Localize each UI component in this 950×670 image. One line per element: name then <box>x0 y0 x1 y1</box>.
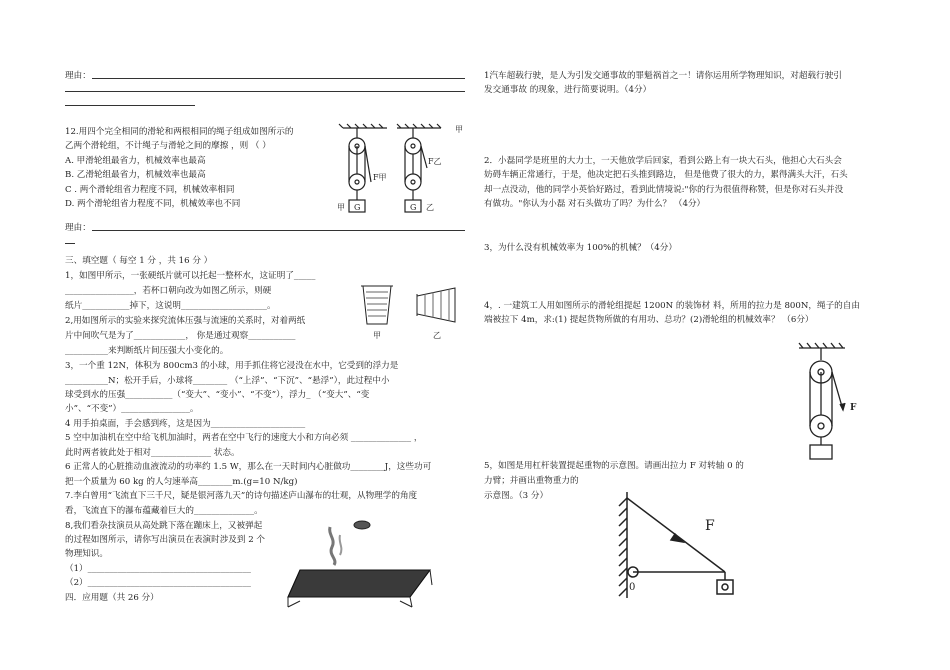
fill-2-line-1: 2,用如图所示的实验来探究流体压强与流速的关系时，对着两纸 <box>65 316 306 326</box>
fill-5-line-2: 此时两者彼此处于相对______________ 状态。 <box>65 448 240 458</box>
reason-label-2: 理由： <box>65 223 91 233</box>
q12-option-d: D. 两个滑轮组省力程度不同，机械效率也不同 <box>65 199 241 209</box>
answer-line[interactable] <box>65 91 465 92</box>
fill-6-line-2: 把一个质量为 60 kg 的人匀速举高________m.(g=10 N/kg) <box>65 477 298 487</box>
fill-3-line-3: 球受到水的压强___________（“变大”、“变小”、“不变”），浮力_ （“变大”、“变 <box>65 390 370 400</box>
fig-f1-label: F甲 <box>373 173 387 182</box>
fill-6-line-1: 6 正常人的心脏推动血液流动的功率约 1.5 W，那么在一天时间内心脏做功________J，这些功可 <box>65 462 432 472</box>
fig-yi-label: 乙 <box>426 203 434 212</box>
fill-8-line-1: 8,我们看杂技演员从高处跳下落在蹦床上，又被弹起 <box>65 521 263 531</box>
pulley-f-label: F <box>850 403 857 413</box>
trampoline-figure <box>280 515 455 615</box>
pulley-systems-figure <box>335 122 470 222</box>
fill-2-line-2: 片中间吹气是为了____________， 你是通过观察___________ <box>65 331 296 341</box>
section-4-title: 四．应用题（共 26 分） <box>65 593 159 603</box>
app-4-line-2: 端被拉下 4m，求:(1) 提起货物所做的有用功、总功？(2)滑轮组的机械效率？ （6分） <box>484 315 814 325</box>
fill-7-line-1: 7.李白曾用“飞流直下三千尺，疑是银河落九天”的诗句描述庐山瀑布的壮观，从物理学的角度 <box>65 491 418 501</box>
app-2-line-3: 却一点没动，他的同学小英恰好路过，看到此情境说:"你的行为很值得称赞，但是你对石头并没 <box>484 185 844 195</box>
fill-3-line-1: 3，一个重 12N，体积为 800cm3 的小球，用手抓住将它浸没在水中，它受到的浮力是 <box>65 361 399 371</box>
cup-jia-label: 甲 <box>373 331 381 340</box>
answer-line[interactable] <box>65 105 195 106</box>
fig-jia-right-label: 甲 <box>455 125 463 134</box>
section-3-title: 三、填空题（ 每空 1 分 ，共 16 分 ） <box>65 256 213 266</box>
fig-g-label: G <box>354 203 361 212</box>
fig-f2-label: F乙 <box>428 157 442 166</box>
fill-2-line-3: __________来判断纸片间压强大小变化的。 <box>65 346 229 356</box>
app-1-line-2: 发交通事故 的现象，进行简要说明。（4分） <box>484 85 652 95</box>
app-1-line-1: 1汽车超载行驶，是人为引发交通事故的罪魁祸首之一！请你运用所学物理知识，对超载行驶引 <box>484 71 842 81</box>
app-4-line-1: 4，. 一建筑工人用如图所示的滑轮组提起 1200N 的装饰材 料，所用的拉力是 800N，绳子的自由 <box>484 301 860 311</box>
fill-4: 4 用手拍桌面，手会感到疼，这是因为______________________ <box>65 419 306 429</box>
answer-line[interactable] <box>92 78 465 79</box>
fill-3-line-2: __________N；松开手后，小球将________ （“上浮”、“下沉”、“悬浮”），此过程中小 <box>65 376 390 386</box>
app-3: 3，为什么没有机械效率为 100%的机械？（4分） <box>484 243 677 253</box>
lever-pivot-label: 0 <box>629 582 636 593</box>
cup-paper-figure <box>355 282 465 342</box>
fill-1-line-1: 1，如图甲所示，一张硬纸片就可以托起一整杯水，这证明了_____ <box>65 271 316 281</box>
fill-1-line-3: 纸片___________掉下，这说明____________________。 <box>65 301 276 311</box>
lever-f-label: F <box>705 518 715 534</box>
app-5-line-3: 示意图。（3 分） <box>484 491 549 501</box>
fig-g-label: G <box>410 203 417 212</box>
app-2-line-2: 妨碍车辆正常通行，于是，他决定把石头推到路边， 但是他费了很大的力，累得满头大汗，石头 <box>484 170 848 180</box>
lever-figure <box>605 490 750 600</box>
app-5-line-2: 力臂；并画出重物重力的 <box>484 476 579 486</box>
fill-8-line-3: 物理知识。 <box>65 549 108 559</box>
single-pulley-system-figure <box>795 340 865 465</box>
fill-8-answer-1[interactable]: （1）______________________________________ <box>65 564 251 574</box>
fill-5-line-1: 5 空中加油机在空中给飞机加油时，两者在空中飞行的速度大小和方向必须 ______________ ， <box>65 433 423 443</box>
q12-option-c: C . 两个滑轮组省力程度不同，机械效率相同 <box>65 185 235 195</box>
q12-stem-2: 乙两个滑轮组，不计绳子与滑轮之间的摩擦 ，则 （ ） <box>65 141 271 151</box>
answer-line[interactable] <box>92 230 465 231</box>
q12-option-b: B. 乙滑轮组最省力，机械效率也最高 <box>65 170 206 180</box>
app-2-line-1: 2．小磊同学是班里的大力士，一天他放学后回家，看到公路上有一块大石头，他担心大石头会 <box>484 156 842 166</box>
q12-option-a: A. 甲滑轮组最省力，机械效率也最高 <box>65 156 206 166</box>
fill-8-answer-2[interactable]: （2）______________________________________ <box>65 578 251 588</box>
fill-7-line-2: 看，飞流直下的瀑布蕴藏着巨大的______________。 <box>65 506 263 516</box>
app-5-line-1: 5，如图是用杠杆装置提起重物的示意图。请画出拉力 F 对转轴 0 的 <box>484 461 744 471</box>
answer-line[interactable] <box>65 243 75 244</box>
fig-jia-label: 甲 <box>337 203 345 212</box>
fill-1-line-2: ________________，若杯口朝向改为如图乙所示，则硬 <box>65 286 272 296</box>
fill-8-line-2: 的过程如图所示，请你写出演员在表演时涉及到 2 个 <box>65 535 265 545</box>
reason-label-1: 理由： <box>65 71 91 81</box>
q12-stem-1: 12.用四个完全相同的滑轮和两根相同的绳子组成如图所示的 <box>65 127 294 137</box>
fill-3-line-4: 小”、“不变”）________________。 <box>65 404 199 414</box>
app-2-line-4: 有做功。"你认为小磊 对石头做功了吗？为什么？ （4分） <box>484 199 706 209</box>
cup-yi-label: 乙 <box>433 331 441 340</box>
